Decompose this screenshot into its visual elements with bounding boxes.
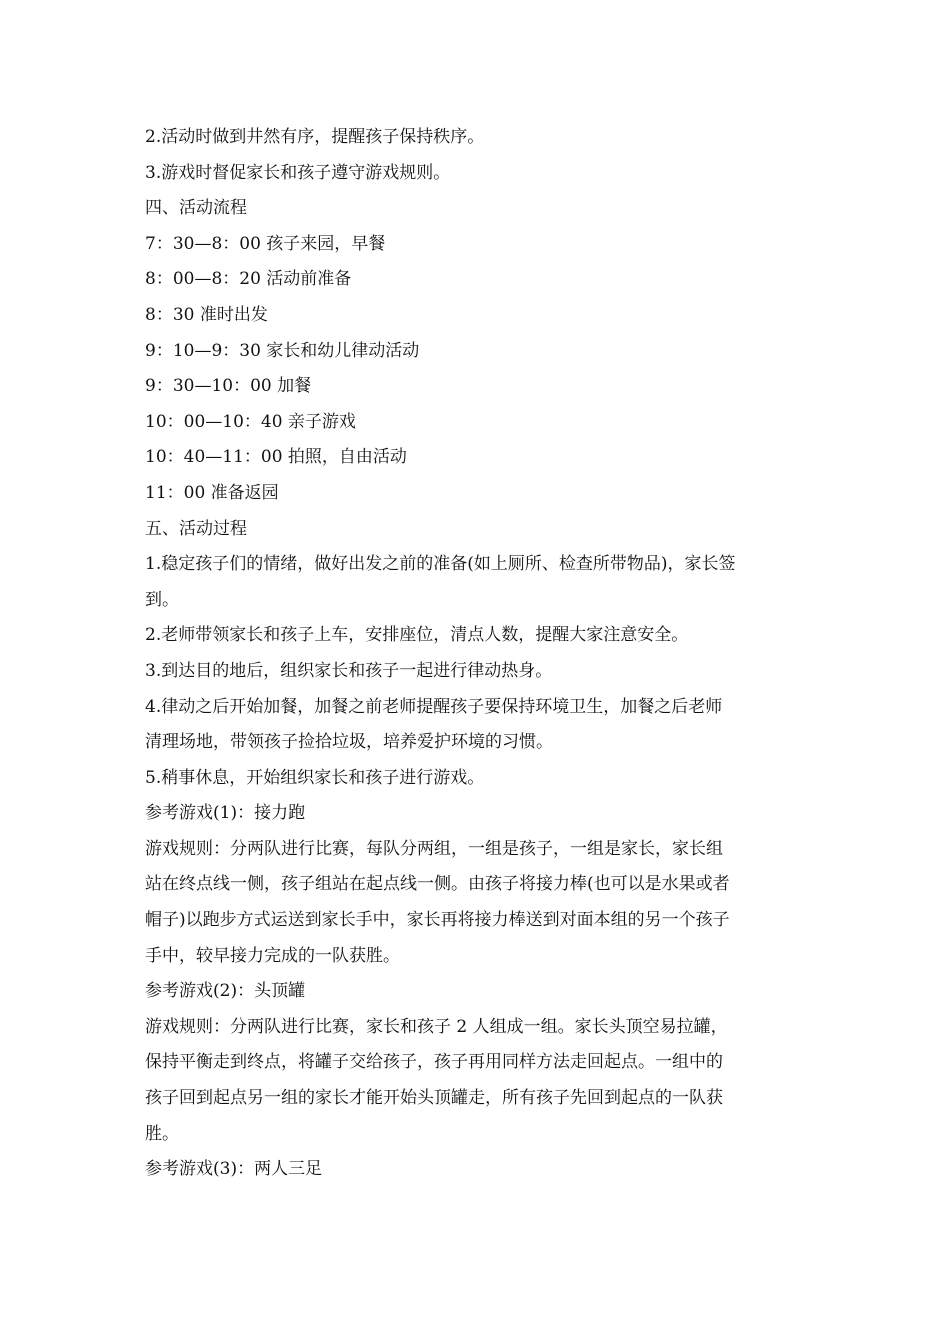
text-line: 3.游戏时督促家长和孩子遵守游戏规则。 xyxy=(145,162,451,183)
schedule-item: 9：30—10：00 加餐 xyxy=(145,376,312,397)
paragraph-line: 清理场地，带领孩子捡拾垃圾，培养爱护环境的习惯。 xyxy=(145,732,553,753)
text-line: 5.稍事休息，开始组织家长和孩子进行游戏。 xyxy=(145,767,485,788)
paragraph-line: 帽子)以跑步方式运送到家长手中，家长再将接力棒送到对面本组的另一个孩子 xyxy=(145,910,730,931)
schedule-item: 11：00 准备返园 xyxy=(145,482,279,503)
paragraph-line: 1.稳定孩子们的情绪，做好出发之前的准备(如上厕所、检查所带物品)，家长签 xyxy=(145,554,736,575)
paragraph-line: 保持平衡走到终点，将罐子交给孩子，孩子再用同样方法走回起点。一组中的 xyxy=(145,1052,723,1073)
game-title: 参考游戏(2)：头顶罐 xyxy=(145,981,306,1002)
schedule-item: 7：30—8：00 孩子来园，早餐 xyxy=(145,233,386,254)
schedule-item: 8：00—8：20 活动前准备 xyxy=(145,269,352,290)
text-line: 3.到达目的地后，组织家长和孩子一起进行律动热身。 xyxy=(145,660,553,681)
paragraph-line: 孩子回到起点另一组的家长才能开始头顶罐走，所有孩子先回到起点的一队获 xyxy=(145,1088,723,1109)
game-title: 参考游戏(3)：两人三足 xyxy=(145,1159,323,1180)
section-heading-flow: 四、活动流程 xyxy=(145,198,247,219)
paragraph-line: 游戏规则：分两队进行比赛，每队分两组，一组是孩子，一组是家长，家长组 xyxy=(145,838,723,859)
paragraph-line: 4.律动之后开始加餐，加餐之前老师提醒孩子要保持环境卫生，加餐之后老师 xyxy=(145,696,723,717)
paragraph-line: 站在终点线一侧，孩子组站在起点线一侧。由孩子将接力棒(也可以是水果或者 xyxy=(145,874,730,895)
text-line: 2.活动时做到井然有序，提醒孩子保持秩序。 xyxy=(145,127,485,147)
schedule-item: 10：40—11：00 拍照，自由活动 xyxy=(145,447,407,468)
schedule-item: 8：30 准时出发 xyxy=(145,304,268,325)
schedule-item: 9：10—9：30 家长和幼儿律动活动 xyxy=(145,340,420,361)
section-heading-process: 五、活动过程 xyxy=(145,518,247,539)
paragraph-line: 手中，较早接力完成的一队获胜。 xyxy=(145,945,400,966)
document-page xyxy=(145,120,810,1188)
paragraph-line: 游戏规则：分两队进行比赛，家长和孩子 2 人组成一组。家长头顶空易拉罐， xyxy=(145,1016,728,1037)
schedule-item: 10：00—10：40 亲子游戏 xyxy=(145,411,356,432)
game-title: 参考游戏(1)：接力跑 xyxy=(145,803,306,824)
paragraph-line: 胜。 xyxy=(145,1123,179,1144)
text-line: 2.老师带领家长和孩子上车，安排座位，清点人数，提醒大家注意安全。 xyxy=(145,625,689,646)
paragraph-line: 到。 xyxy=(145,589,179,610)
